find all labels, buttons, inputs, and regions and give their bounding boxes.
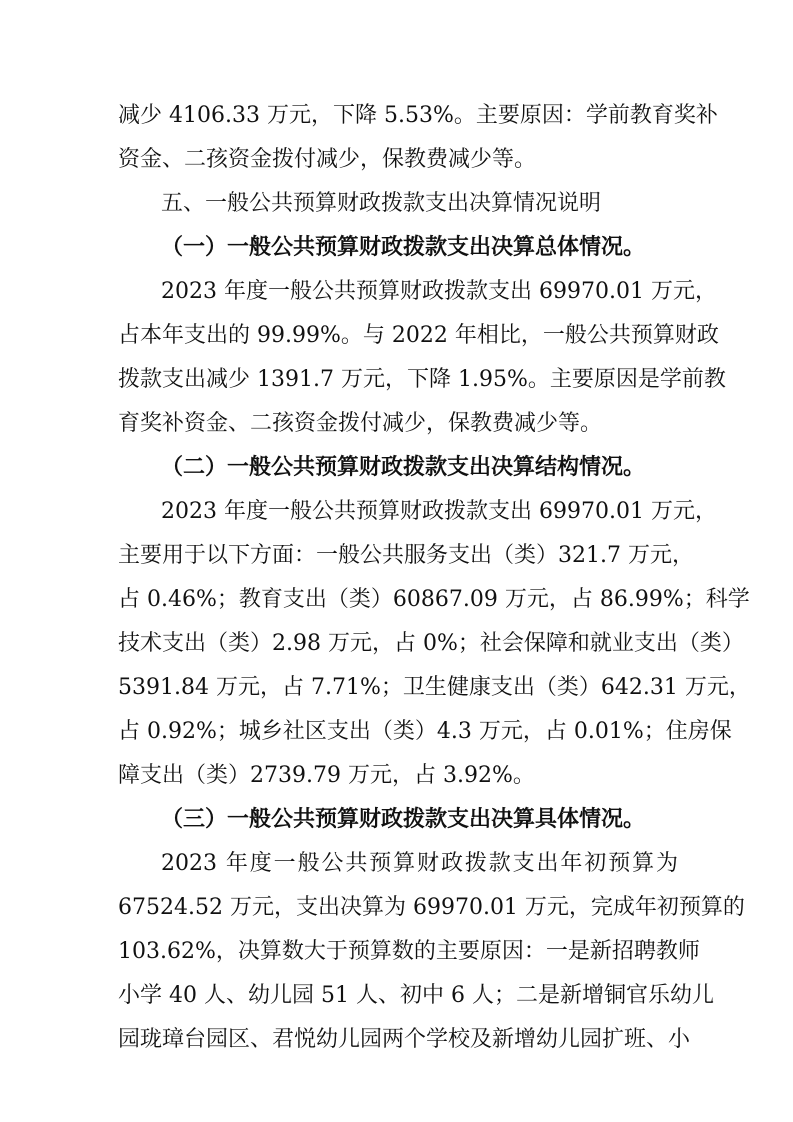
subsection-heading: （二）一般公共预算财政拨款支出决算结构情况。 [161, 455, 646, 480]
body-text-line: 障支出（类）2739.79 万元，占 3.92%。 [118, 763, 535, 788]
section-heading: 五、一般公共预算财政拨款支出决算情况说明 [161, 191, 602, 216]
body-text-line: 67524.52 万元，支出决算为 69970.01 万元，完成年初预算的 [118, 895, 745, 920]
body-text-line: 主要用于以下方面：一般公共服务支出（类）321.7 万元， [118, 543, 694, 568]
subsection-heading: （一）一般公共预算财政拨款支出决算总体情况。 [161, 235, 646, 260]
body-text-line: 资金、二孩资金拨付减少，保教费减少等。 [118, 147, 537, 172]
body-text-line: 占 0.46%；教育支出（类）60867.09 万元，占 86.99%；科学 [118, 587, 750, 612]
body-text-line: 占本年支出的 99.99%。与 2022 年相比，一般公共预算财政 [118, 323, 719, 348]
body-text-line: 5391.84 万元，占 7.71%；卫生健康支出（类）642.31 万元， [118, 675, 751, 700]
body-text-line: 103.62%，决算数大于预算数的主要原因：一是新招聘教师 [118, 939, 700, 964]
body-text-line: 2023 年度一般公共预算财政拨款支出 69970.01 万元， [161, 499, 717, 524]
body-text-line: 2023 年度一般公共预算财政拨款支出 69970.01 万元， [161, 279, 717, 304]
body-text-line: 2023 年度一般公共预算财政拨款支出年初预算为 [161, 851, 678, 876]
body-text-line: 小学 40 人、幼儿园 51 人、初中 6 人；二是新增铜官乐幼儿 [118, 983, 714, 1008]
body-text-line: 占 0.92%；城乡社区支出（类）4.3 万元，占 0.01%；住房保 [118, 719, 732, 744]
body-text-line: 拨款支出减少 1391.7 万元，下降 1.95%。主要原因是学前教 [118, 367, 726, 392]
body-text-line: 技术支出（类）2.98 万元，占 0%；社会保障和就业支出（类） [118, 631, 744, 656]
body-text-line: 园珑璋台园区、君悦幼儿园两个学校及新增幼儿园扩班、小 [118, 1027, 691, 1052]
subsection-heading: （三）一般公共预算财政拨款支出决算具体情况。 [161, 807, 646, 832]
body-text-line: 育奖补资金、二孩资金拨付减少，保教费减少等。 [118, 411, 603, 436]
body-text-line: 减少 4106.33 万元，下降 5.53%。主要原因：学前教育奖补 [118, 103, 718, 128]
